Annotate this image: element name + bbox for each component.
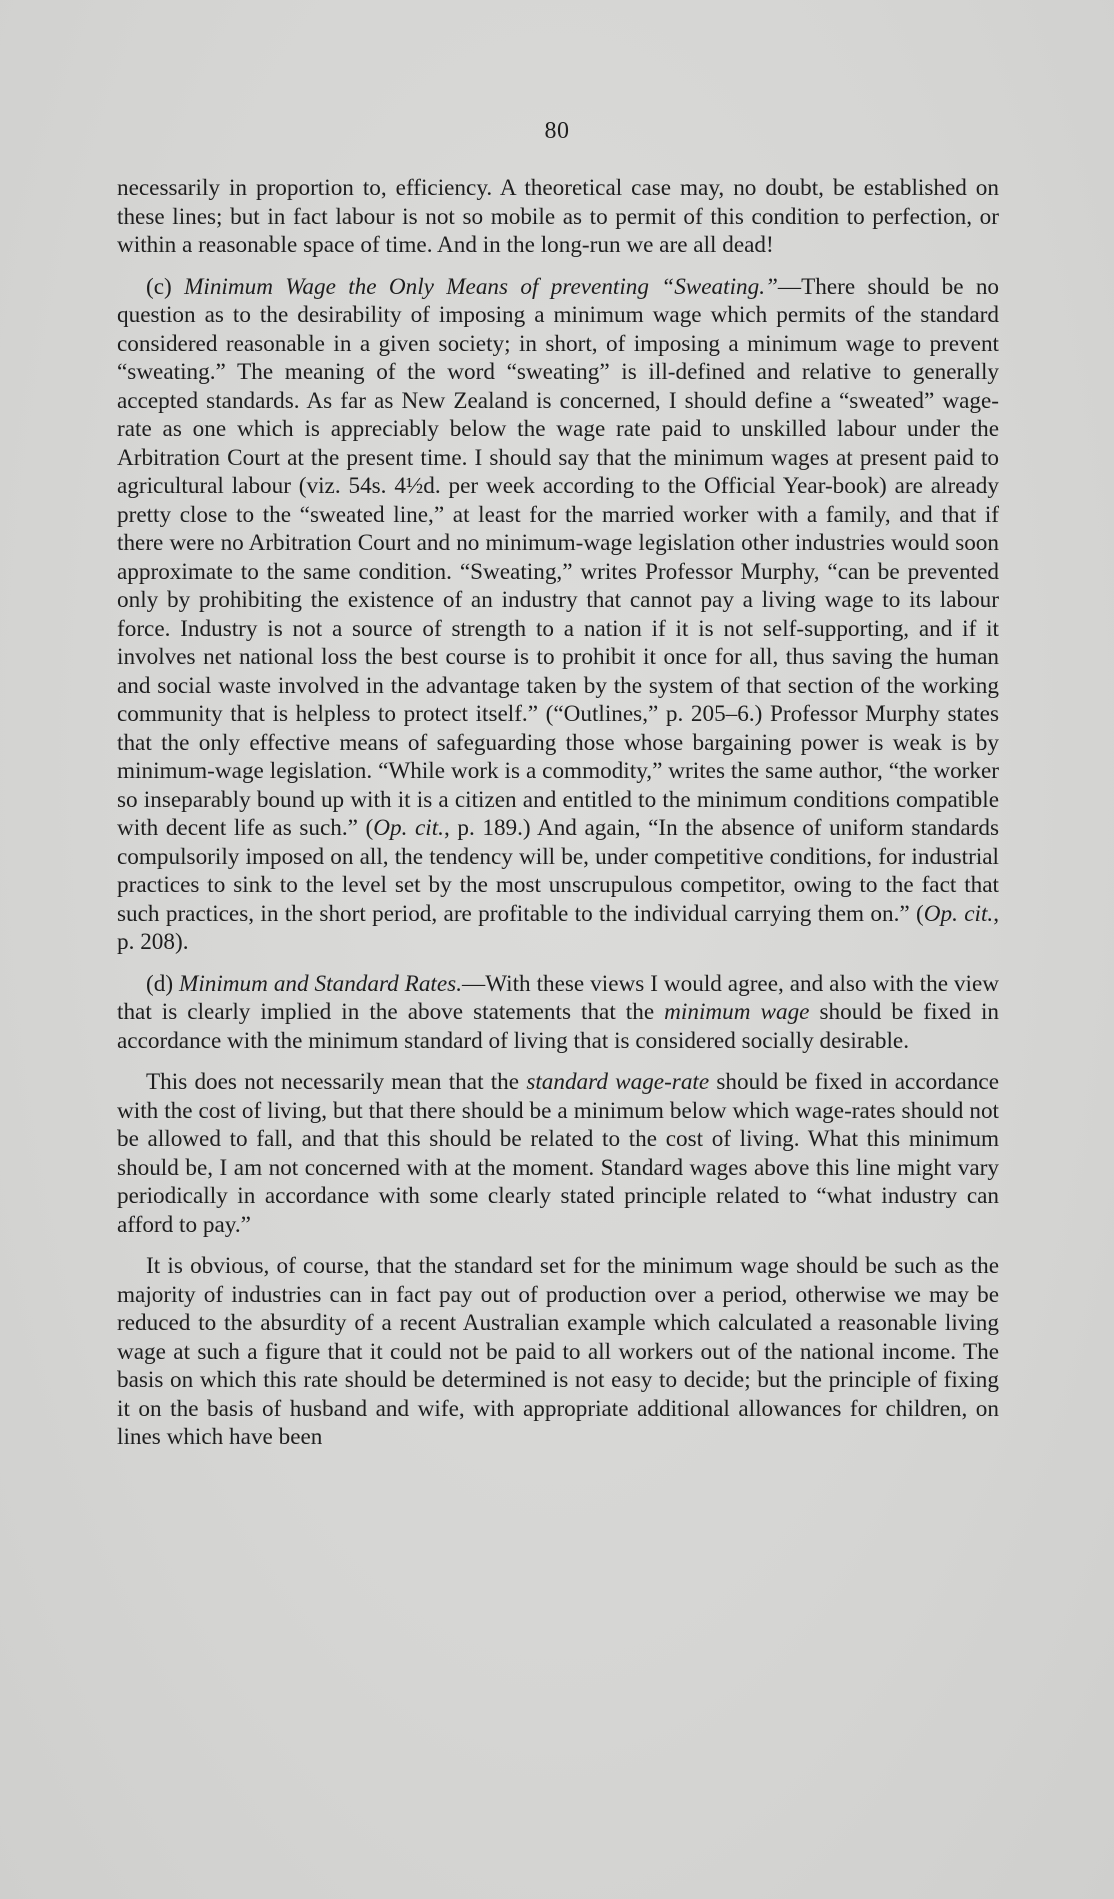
paragraph-4-text-2: should be fixed in accordance with the cost of living, but that there should be a minimum below which wage-rates should not be allowed to fall, and that this should be related to the cost of living. What this minimum should be, I am not concerned with at the moment. Standard wages above this line might vary periodically in accordance with some clearly stated principle related to “what industry can afford to pay.” bbox=[117, 1069, 999, 1238]
paragraph-2-text-2: , p. 189.) And again, “In the absence of uniform standards compulsorily imposed on all, the tendency will be, under competitive conditions, for industrial practices to sink to the level set by the most unscrupulous competitor, owing to the fact that such practices, in the short period, are profitable to the individual carrying them on.” ( bbox=[117, 815, 1000, 927]
citation-op-cit-1: Op. cit. bbox=[373, 815, 444, 841]
section-heading-minimum-wage: Minimum Wage the Only Means of preventing “Sweating.” bbox=[184, 273, 778, 300]
section-heading-standard-rates: Minimum and Standard Rates. bbox=[179, 970, 462, 997]
page-number: 80 bbox=[544, 118, 570, 144]
paragraph-4-text: This does not necessarily mean that the bbox=[146, 1069, 527, 1095]
section-letter-c: (c) bbox=[146, 273, 172, 300]
body-text bbox=[117, 174, 999, 1465]
emphasis-standard-wage-rate: standard wage-rate bbox=[526, 1069, 710, 1095]
paragraph-2-text-3: , p. 208). bbox=[117, 900, 999, 955]
paragraph-3-text-2: should be fixed in accordance with the minimum standard of living that is considered socially desirable. bbox=[117, 999, 999, 1054]
paragraph-minimum-standard-rates bbox=[117, 970, 999, 1056]
paragraph-4 bbox=[117, 1068, 999, 1239]
paragraph-2-text: —There should be no question as to the desirability of imposing a minimum wage which permits of the standard considered reasonable in a given society; in short, of imposing a minimum wage to prevent “sweating.” The meaning of the word “sweating” is ill-defined and relative to generally accepted standards. As far as New Zealand is concerned, I should define a “sweated” wage-rate as one which is appreciably below the wage rate paid to unskilled labour under the Arbitration Court at the present time. I should say that the minimum wages at present paid to agricultural labour (viz. 54s. 4½d. per week according to the Official Year-book) are already pretty close to the “sweated line,” at least for the married worker with a family, and that if there were no Arbitration Court and no minimum-wage legislation other industries would soon approximate to the same condition. “Sweating,” writes Professor Murphy, “can be prevented only by prohibiting the existence of an industry that cannot pay a living wage to its labour force. Industry is not a source of strength to a nation if it is not self-supporting, and if it involves net national loss the best course is to prohibit it once for all, thus saving the human and social waste involved in the advantage taken by the system of that section of the working community that is helpless to protect itself.” (“Outlines,” p. 205–6.) Professor Murphy states that the only effective means of safeguarding those whose bargaining power is weak is by minimum-wage legislation. “While work is a commodity,” writes the same author, “the worker so inseparably bound up with it is a citizen and entitled to the minimum conditions compatible with decent life as such.” ( bbox=[117, 273, 1000, 841]
paragraph-1: necessarily in proportion to, efficiency. A theoretical case may, no doubt, be established on these lines; but in fact labour is not so mobile as to permit of this condition to perfection, or within a reasonable space of time. And in the long-run we are all dead! bbox=[117, 175, 999, 258]
paragraph-3-text: —With these views I would agree, and also with the view that is clearly implied in the above statements that the bbox=[117, 970, 1000, 1025]
paragraph-5: It is obvious, of course, that the standard set for the minimum wage should be such as the majority of industries can in fact pay out of production over a period, otherwise we may be reduced to the absurdity of a recent Australian example which calculated a reasonable living wage at such a figure that it could not be paid to all workers out of the national income. The basis on which this rate should be determined is not easy to decide; but the principle of fixing it on the basis of husband and wife, with appropriate additional allowances for children, on lines which have been bbox=[117, 1253, 999, 1450]
section-letter-d: (d) bbox=[146, 970, 174, 997]
paragraph-minimum-wage-sweating bbox=[117, 273, 999, 957]
citation-op-cit-2: Op. cit. bbox=[923, 900, 994, 927]
emphasis-minimum-wage: minimum wage bbox=[664, 999, 810, 1025]
